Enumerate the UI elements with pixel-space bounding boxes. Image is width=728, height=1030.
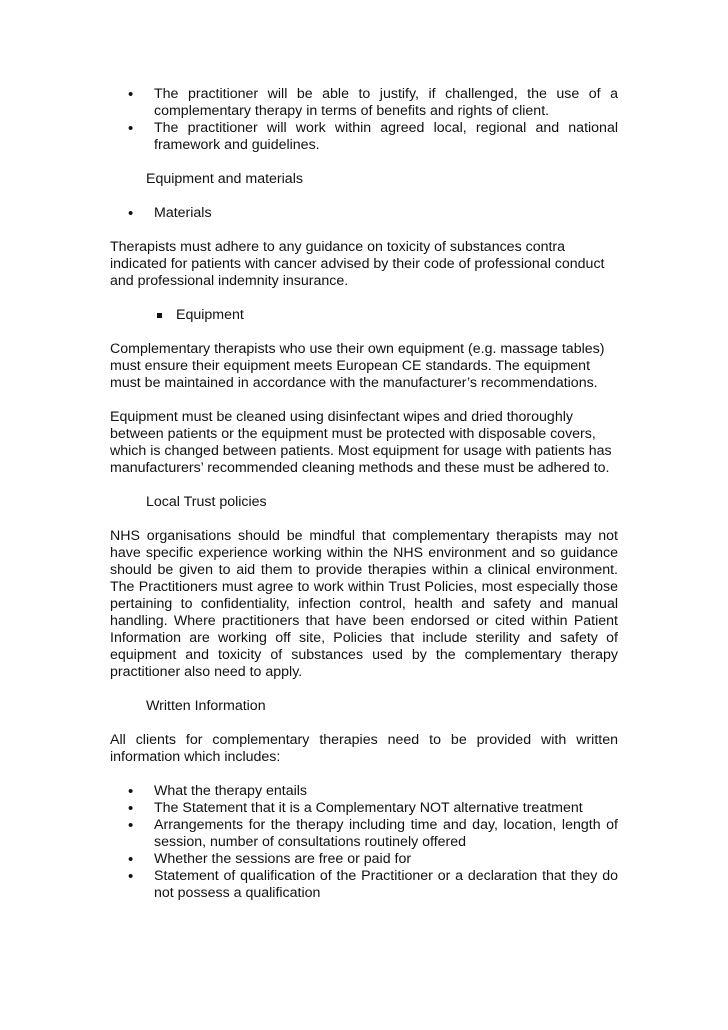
materials-paragraph: Therapists must adhere to any guidance on toxicity of substances contra indicated for patients with cancer advised by their code of professional conduct and professional indemnity insurance.	[110, 239, 605, 289]
written-information-paragraph: All clients for complementary therapies need to be provided with written information which includes:	[110, 732, 618, 765]
list-item: • The Statement that it is a Complementary NOT alternative treatment	[110, 800, 618, 817]
list-item: • The practitioner will work within agreed local, regional and national framework and guidelines.	[110, 120, 618, 154]
equipment-bullet-list	[110, 307, 618, 324]
list-item: • Materials	[110, 205, 618, 222]
written-information-bullet-list	[110, 783, 618, 902]
list-item: Equipment	[110, 307, 618, 324]
equipment-paragraph-1: Complementary therapists who use their own equipment (e.g. massage tables) must ensure their equipment meets European CE standards. The equipment must be maintained in accordance with the manufacturer’s recommendations.	[110, 341, 605, 391]
local-trust-paragraph: NHS organisations should be mindful that complementary therapists may not have specific experience working within the NHS environment and so guidance should be given to aid them to provide therapies within a clinical environment. The Practitioners must agree to work within Trust Policies, most especially those pertaining to confidentiality, infection control, health and safety and manual handling. Where practitioners that have been endorsed or cited within Patient Information are working off site, Policies that include sterility and safety of equipment and toxicity of substances used by the complementary therapy practitioner also need to apply.	[110, 528, 618, 680]
equipment-paragraph-2: Equipment must be cleaned using disinfectant wipes and dried thoroughly between patients or the equipment must be protected with disposable covers, which is changed between patients. Most equipment for usage with patients has manufacturers’ recommended cleaning methods and these must be adhered to.	[110, 409, 612, 476]
section-heading-written-information: Written Information	[146, 698, 266, 714]
list-item: • The practitioner will be able to justify, if challenged, the use of a complementary therapy in terms of benefits and rights of client.	[110, 86, 618, 120]
list-item: • Whether the sessions are free or paid for	[110, 851, 618, 868]
list-item: • Statement of qualification of the Practitioner or a declaration that they do not possess a qualification	[110, 868, 618, 902]
practitioner-bullet-list	[110, 86, 618, 154]
list-item: • Arrangements for the therapy including time and day, location, length of session, number of consultations routinely offered	[110, 817, 618, 851]
list-item: • What the therapy entails	[110, 783, 618, 800]
materials-bullet-list	[110, 205, 618, 222]
section-heading-local-trust-policies: Local Trust policies	[146, 494, 267, 510]
section-heading-equipment-materials: Equipment and materials	[146, 171, 303, 187]
